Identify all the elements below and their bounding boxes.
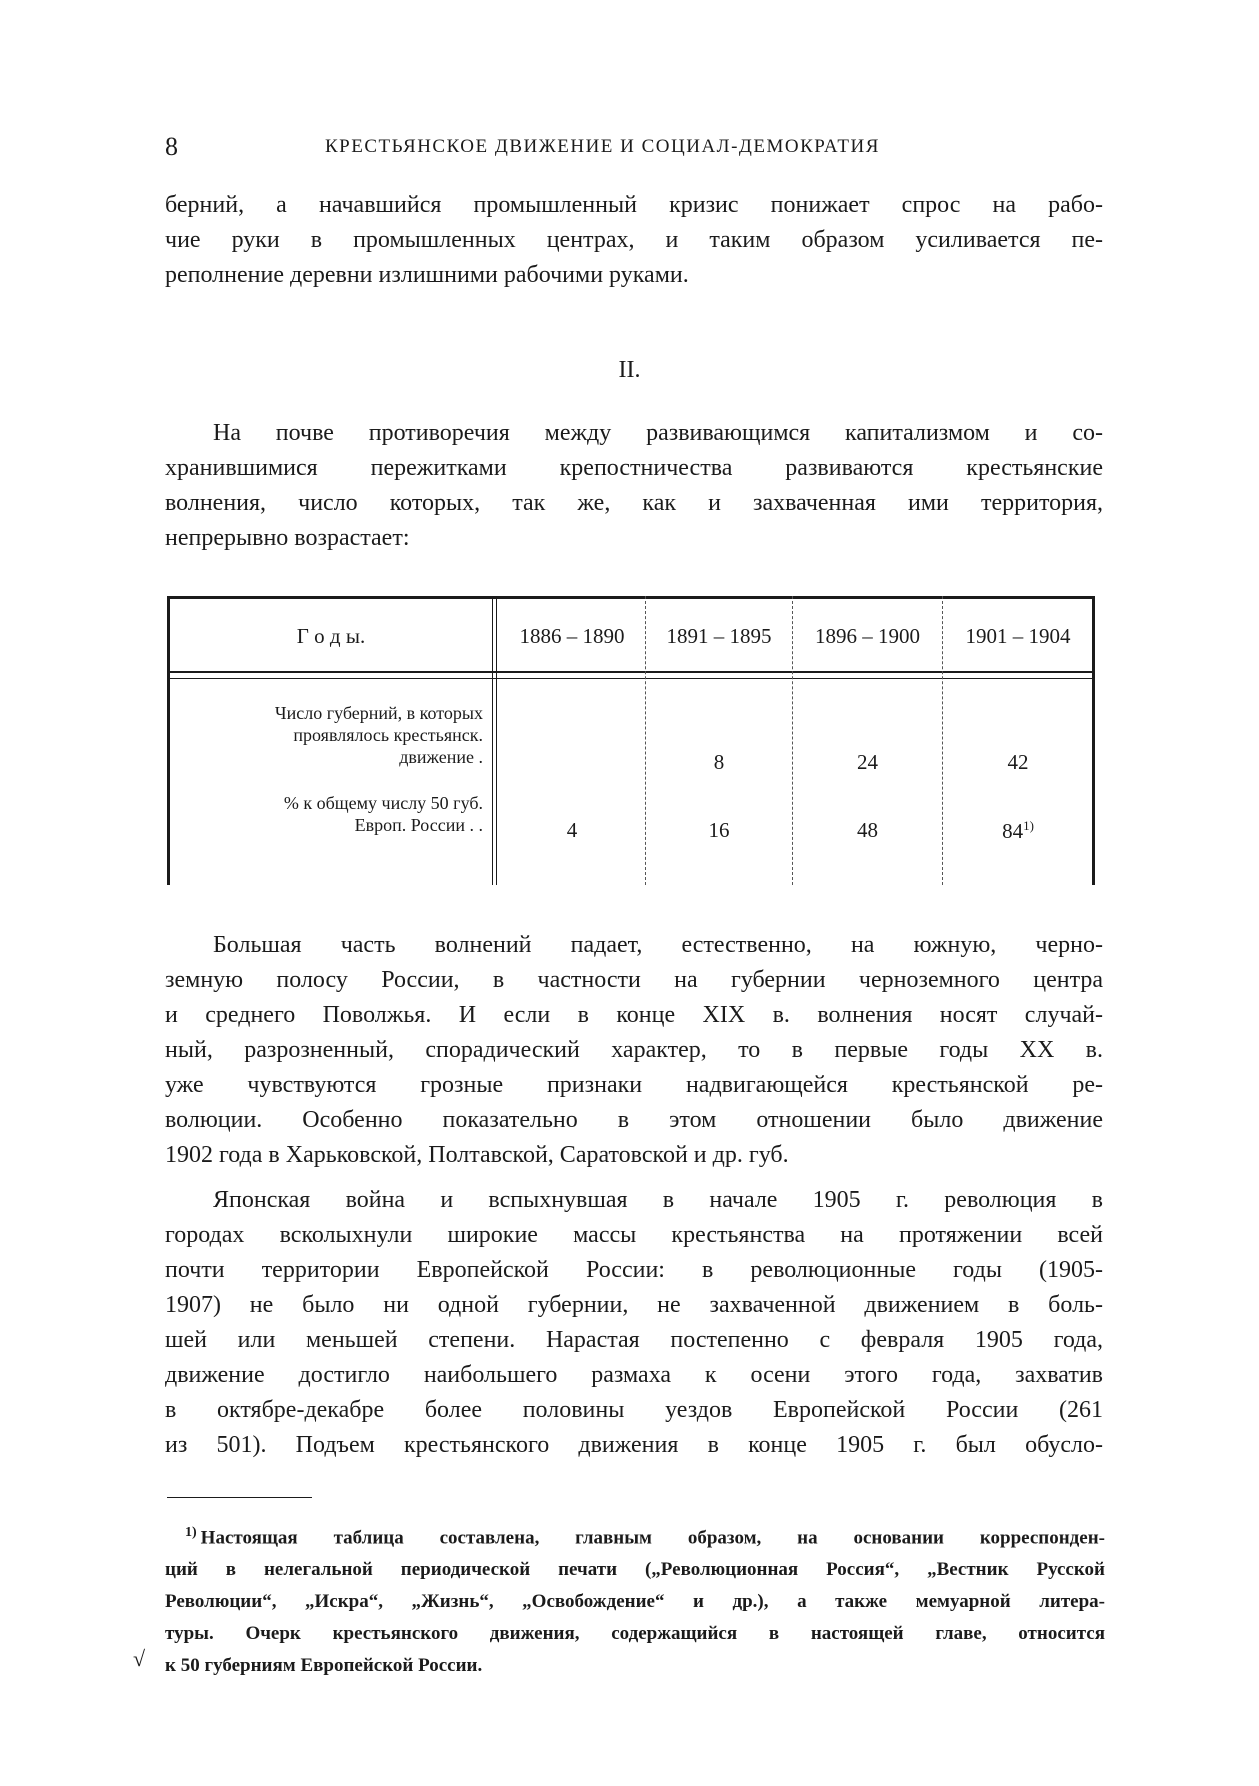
paragraph-continuation: берний, а начавшийся промышленный кризис понижает спрос на рабо- чие руки в промышленных центрах, и таким образом усиливается пе- реполнение деревни излишними рабочими руками. [165, 192, 1103, 288]
table-cell: 16 [708, 818, 730, 842]
footnote-marker: 1) [185, 1525, 197, 1540]
margin-mark: √ [133, 1646, 146, 1671]
footnote-rule [167, 1497, 312, 1498]
table-cell: 48 [857, 818, 878, 842]
section-number: II. [618, 357, 641, 383]
row-label-percent: % к общему числу 50 губ. Европ. России . . [283, 793, 483, 835]
footnote: $^{1)}$ Настоящая таблица составлена, главным образом, на основании корреспонден- ций в нелегальной периодической печати („Революционная Россия“, „Вестник Русской Революции“, „Искра“, „Жизнь“, „Освобождение“ и др.), а также мемуарной литера- туры. Очерк крестьянского движения, содержащийся в настоящей главе, относится к 50 губерниям Европейской России. [165, 1525, 1105, 1677]
column-header: 1886 – 1890 [519, 624, 625, 648]
table-header-rule-thin [167, 678, 1095, 679]
table-cell: 8 [713, 750, 725, 774]
table-header-label: Г о д ы. [296, 624, 366, 648]
page-number: 8 [165, 132, 178, 161]
paragraph-intro: На почве противоречия между развивающимся капитализмом и со- хранившимися пережитками крепостничества развиваются крестьянские волнения, число которых, так же, как и захваченная ими территория, непрерывно возрастает: [165, 420, 1103, 551]
paragraph-regions: Большая часть волнений падает, естественно, на южную, черно- земную полосу России, в частности на губернии черноземного центра и среднего Поволжья. И если в конце XIX в. волнения носят случай- ный, разрозненный, спорадический характер, то в первые годы XX в. уже чувствуются грозные признаки надвигающейся крестьянской ре- волюции. Особенно показательно в этом отношении было движение 1902 года в Харьковской, Полтавской, Саратовской и др. губ. [165, 932, 1103, 1168]
table-cell: 84$^{1)}$ [1002, 818, 1034, 843]
column-header: 1896 – 1900 [815, 624, 920, 648]
paragraph-war-revolution: Японская война и вспыхнувшая в начале 1905 г. революция в городах всколыхнули широкие массы крестьянства на протяжении всей почти территории Европейской России: в революционные годы (1905- 1907) не было ни одной губернии, не захваченной движением в боль- шей или меньшей степени. Нарастая постепенно с февраля 1905 года, движение достигло наибольшего размаха к осени этого года, захватив в октябре-декабре более половины уездов Европейской России (261 из 501). Подъем крестьянского движения в конце 1905 г. был обусло- [165, 1187, 1103, 1458]
page-header [165, 132, 1105, 162]
column-header: 1891 – 1895 [666, 624, 772, 648]
table-top-rule [167, 596, 1095, 599]
statistics-table [167, 596, 1095, 885]
row-label-provinces: Число губерний, в которых проявлялось крестьянск. движение . [274, 703, 483, 767]
footnote-ref: 1) [1023, 818, 1034, 833]
column-header: 1901 – 1904 [965, 624, 1071, 648]
table-cell: 42 [1007, 750, 1029, 774]
table-cell: 24 [857, 750, 878, 774]
table-cell: 4 [566, 818, 578, 842]
table-label-divider [492, 596, 497, 885]
table-header-rule [167, 671, 1095, 673]
running-title: КРЕСТЬЯНСКОЕ ДВИЖЕНИЕ И СОЦИАЛ-ДЕМОКРАТИЯ [325, 136, 880, 157]
